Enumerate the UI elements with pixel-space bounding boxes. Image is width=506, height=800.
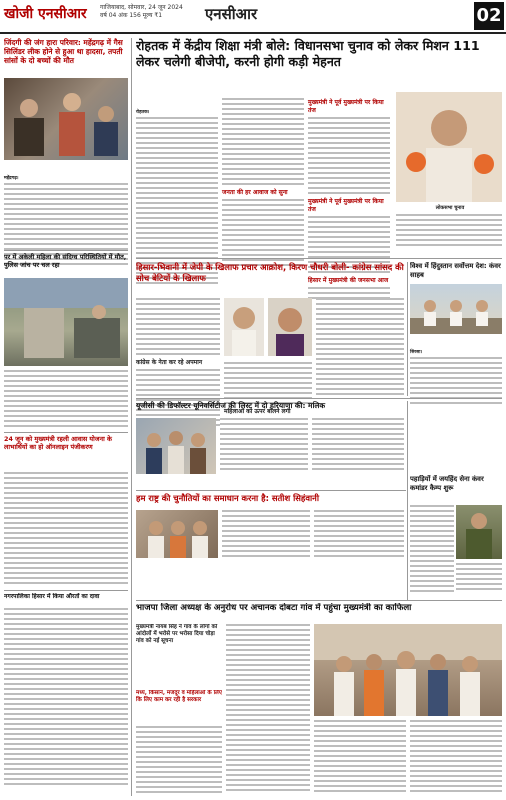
yoga-dateline: सिरसा। <box>410 350 423 355</box>
ugc-body-col2 <box>312 418 404 473</box>
masthead <box>0 0 506 34</box>
bjp-subhead: मुख्यमंत्री नायब सिंह ने गांव के लोगों को आंदोलों में भरोसे पर भरोसा दिया चोड़ा गांव को नई सूचना <box>136 624 218 644</box>
lead-subhead-b: जनता की हर आवाज को सुना <box>222 189 288 196</box>
bjp-photo-art <box>314 624 502 716</box>
left-divider-3 <box>4 590 128 591</box>
lead-body-col2 <box>222 98 304 269</box>
ugc-body-col1 <box>220 418 308 473</box>
lead-headline: रोहतक में केंद्रीय शिक्षा मंत्री बोले: विधानसभा चुनाव को लेकर मिशन 111 लेकर चलेगी बीजेपी, करनी होगी कड़ी मेहनत <box>136 38 480 69</box>
edition-meta <box>100 4 183 20</box>
lead-body-col4 <box>396 214 502 249</box>
army-photo-art <box>456 505 502 559</box>
yoga-headline: विश्व में हिंदुस्तान सर्वोत्तम देश: कंवर साहब <box>410 262 501 279</box>
ugc-headline: यूजीसी की डिफॉल्टर यूनिवर्सिटीज की लिस्ट में दो हरियाणा की: मलिक <box>136 401 326 410</box>
lead-photo-art <box>396 92 502 202</box>
gas-leak-dateline: महेंद्रगढ़। <box>4 176 19 181</box>
army-photo <box>456 505 502 559</box>
ugc-story <box>136 401 406 415</box>
challenge-photo <box>136 510 218 558</box>
yoga-body <box>410 338 502 407</box>
lead-bottom-rule <box>136 258 502 259</box>
column-divider-right-2 <box>407 401 408 601</box>
hisar-headline: हिसार-भिवानी में जेपी के खिलाफ प्रचार आक्रोश, किरण चौधरी बोली- कांग्रेस सांसद की सोच बेटियों के खिलाफ <box>136 262 404 283</box>
column-divider-left <box>131 38 132 796</box>
challenge-body-col2 <box>314 510 404 560</box>
challenge-headline: हम राष्ट्र की चुनौतियों का समाधान करना है: सतीश सिहंवानी <box>136 493 319 503</box>
bjp-subhead-2: मध्य, किसान, मजदूर व महिलाओं के लिए कि लिए काम कर रही है सरकार <box>136 690 222 703</box>
lead-photo <box>396 92 502 202</box>
story-woman-death <box>4 253 128 275</box>
story-gas-leak-headline: जिंदगी की जंग हारा परिवार: महेंद्रगढ़ में गैस सिलिंडर लीक होने से हुआ था हादसा, तपती सांसों के दो बच्चों की मौत <box>4 38 123 65</box>
woman-death-body <box>4 370 128 430</box>
army-headline: पहाड़ियों में जयहिंद सेना कंवर कमांडर कैम्प शुरू <box>410 475 484 492</box>
challenge-body-col1 <box>222 510 310 560</box>
story-municipal-headline: नगरपालिका हिसार में किया औरतों का दावा <box>4 593 100 600</box>
edition-issue: वर्ष 04 अंक 156 मूल्य ₹1 <box>100 12 163 19</box>
yoga-photo <box>410 284 502 334</box>
bjp-body-col1 <box>136 726 222 796</box>
story-housing <box>4 435 128 469</box>
challenge-photo-art <box>136 510 218 558</box>
municipal-body <box>4 608 128 788</box>
army-story <box>410 475 502 501</box>
bjp-subhead-box <box>136 624 222 688</box>
hisar-photo-man-art <box>224 298 264 356</box>
ugc-top-rule <box>136 398 502 399</box>
army-body-col2 <box>456 563 502 593</box>
hisar-body-col3 <box>316 298 404 398</box>
gas-leak-photo-art <box>4 78 128 160</box>
bjp-body-col2 <box>226 624 310 794</box>
story-woman-death-headline: पर में अकेली महिला की संदिग्ध परिस्थितियों में मौत, पुलिस जांच पर चल रहा <box>4 253 127 269</box>
bjp-story <box>136 603 502 619</box>
bjp-top-rule <box>136 600 502 601</box>
lead-subhead-c: मुख्यमंत्री ने पूर्व मुख्यमंत्री पर किया तंज <box>308 198 384 213</box>
lead-subhead-a: मुख्यमंत्री ने पूर्व मुख्यमंत्री पर किया तंज <box>308 99 384 114</box>
army-body-col1 <box>410 505 454 595</box>
woman-death-photo <box>4 278 128 366</box>
hisar-subhead-2: महिलाओं को ऊपर बोलने लगी <box>224 408 291 415</box>
yoga-photo-art <box>410 284 502 334</box>
hisar-photo-woman <box>268 298 312 356</box>
bjp-body-col4 <box>410 720 502 795</box>
lead-photo-caption: लोकसभा चुनाव <box>420 205 480 211</box>
hisar-photo-woman-art <box>268 298 312 356</box>
hisar-subhead-1: कांग्रेस के नेता कर रहे अपमान <box>136 359 203 366</box>
newspaper-brand: खोजी एनसीआर <box>4 6 87 22</box>
woman-death-photo-art <box>4 278 128 366</box>
page-number: 02 <box>474 2 504 30</box>
lead-subhead-d: हिसार में मुख्यमंत्री की जनसभा आज <box>308 277 389 284</box>
story-municipal <box>4 593 128 605</box>
edition-date: गाजियाबाद, सोमवार, 24 जून 2024 <box>100 4 183 11</box>
bjp-body-col3 <box>314 720 406 795</box>
housing-body <box>4 472 128 587</box>
bjp-photo <box>314 624 502 716</box>
hisar-story <box>136 262 406 292</box>
bjp-headline: भाजपा जिला अध्यक्ष के अनुरोध पर अचानक दोबटा गांव में पहुंचा मुख्यमंत्री का काफिला <box>136 603 412 613</box>
lead-story <box>136 38 502 80</box>
ugc-photo-art <box>136 418 216 474</box>
section-title: एनसीआर <box>205 5 258 23</box>
bjp-subhead2-box <box>136 690 222 722</box>
column-divider-right <box>407 262 408 396</box>
ugc-photo <box>136 418 216 474</box>
hisar-photo-man <box>224 298 264 356</box>
yoga-story <box>410 262 502 282</box>
challenge-top-rule <box>136 490 406 491</box>
lead-dateline: रोहतक। <box>136 110 150 115</box>
story-housing-headline: 24 जून को मुख्यमंत्री रहली आवास योजना के लाभार्थियों का हो ऑनलाइन पंजीकरण <box>4 435 112 451</box>
challenge-story <box>136 493 406 507</box>
left-divider-2 <box>4 432 128 433</box>
gas-leak-photo <box>4 78 128 160</box>
left-divider-1 <box>4 250 128 251</box>
